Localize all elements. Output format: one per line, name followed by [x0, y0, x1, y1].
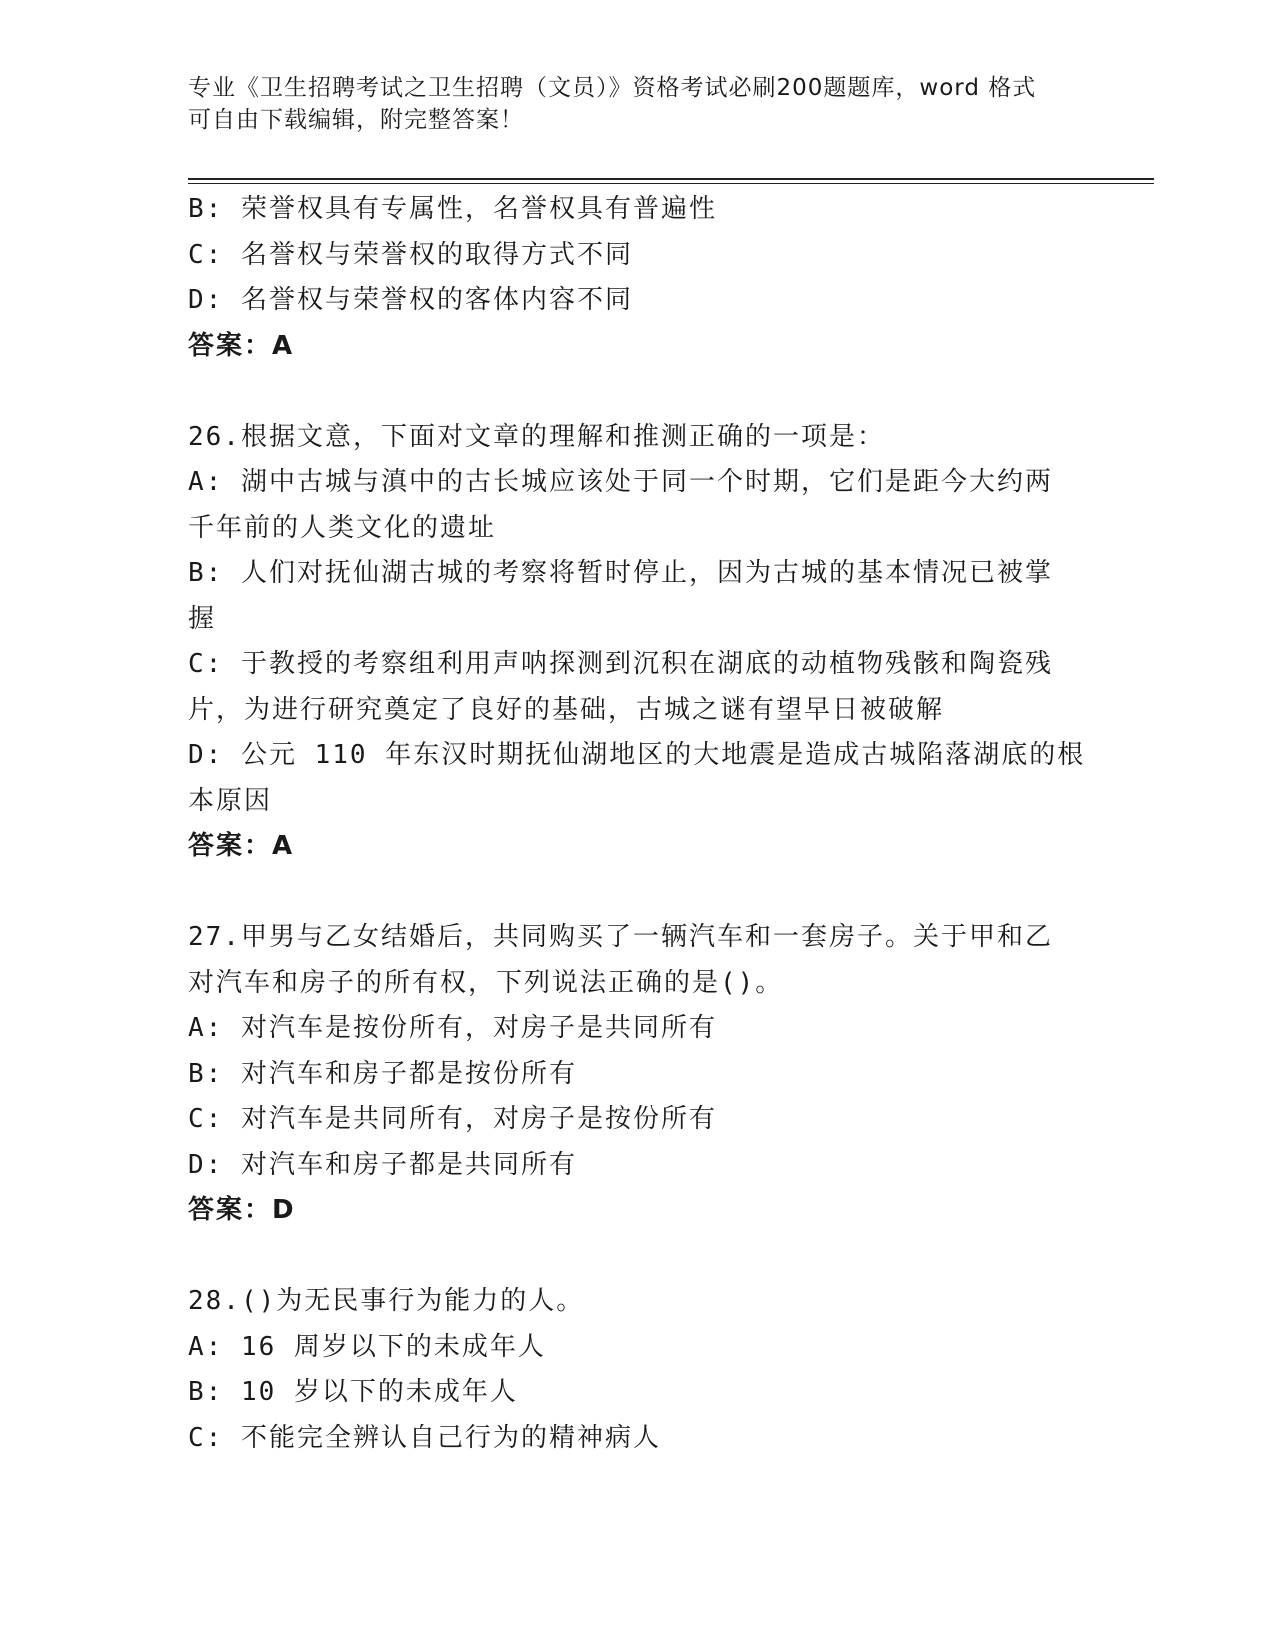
q27-option-d: D: 对汽车和房子都是共同所有	[188, 1149, 577, 1180]
spacer	[188, 870, 1088, 916]
q27-stem-line-2: 对汽车和房子的所有权，下列说法正确的是()。	[188, 967, 784, 998]
q28-option-c: C: 不能完全辨认自己行为的精神病人	[188, 1422, 661, 1453]
q26-option-b-line-2: 握	[188, 603, 217, 634]
spacer	[188, 369, 1088, 415]
q27-option-c: C: 对汽车是共同所有，对房子是按份所有	[188, 1104, 717, 1134]
header-line-2: 可自由下载编辑，附完整答案！	[188, 107, 524, 133]
q26-option-c-line-2: 片，为进行研究奠定了良好的基础，古城之谜有望早日被破解	[188, 694, 945, 725]
document-header	[188, 72, 1088, 136]
q28-option-b: B: 10 岁以下的未成年人	[188, 1377, 518, 1407]
q25-option-d: D: 名誉权与荣誉权的客体内容不同	[188, 285, 633, 315]
q27-option-a: A: 对汽车是按份所有，对房子是共同所有	[188, 1013, 717, 1043]
q26-option-c-line-1: C: 于教授的考察组利用声呐探测到沉积在湖底的动植物残骸和陶瓷残	[188, 649, 1053, 679]
q27-answer: 答案：D	[188, 1195, 296, 1225]
q26-option-b-line-1: B: 人们对抚仙湖古城的考察将暂时停止，因为古城的基本情况已被掌	[188, 558, 1053, 588]
document-body	[188, 187, 1088, 1461]
q27-option-b: B: 对汽车和房子都是按份所有	[188, 1058, 577, 1089]
q28-stem: 28.()为无民事行为能力的人。	[188, 1286, 585, 1316]
header-rule-thick	[188, 178, 1154, 180]
q26-option-d-line-1: D: 公元 110 年东汉时期抚仙湖地区的大地震是造成古城陷落湖底的根	[188, 740, 1086, 770]
header-line-1: 专业《卫生招聘考试之卫生招聘（文员）》资格考试必刷200题题库，word 格式	[188, 75, 1037, 101]
q25-option-b: B: 荣誉权具有专属性，名誉权具有普遍性	[188, 194, 717, 224]
q25-option-c: C: 名誉权与荣誉权的取得方式不同	[188, 239, 633, 270]
q26-stem: 26.根据文意，下面对文章的理解和推测正确的一项是：	[188, 421, 885, 452]
q26-option-a-line-2: 千年前的人类文化的遗址	[188, 512, 497, 543]
spacer	[188, 1234, 1088, 1280]
q26-answer: 答案：A	[188, 831, 295, 861]
q28-option-a: A: 16 周岁以下的未成年人	[188, 1331, 546, 1362]
q26-option-d-line-2: 本原因	[188, 785, 273, 816]
q25-answer: 答案：A	[188, 330, 295, 361]
header-rule-thin	[188, 183, 1154, 184]
q26-option-a-line-1: A: 湖中古城与滇中的古长城应该处于同一个时期，它们是距今大约两	[188, 467, 1053, 497]
q27-stem-line-1: 27.甲男与乙女结婚后，共同购买了一辆汽车和一套房子。关于甲和乙	[188, 922, 1053, 952]
